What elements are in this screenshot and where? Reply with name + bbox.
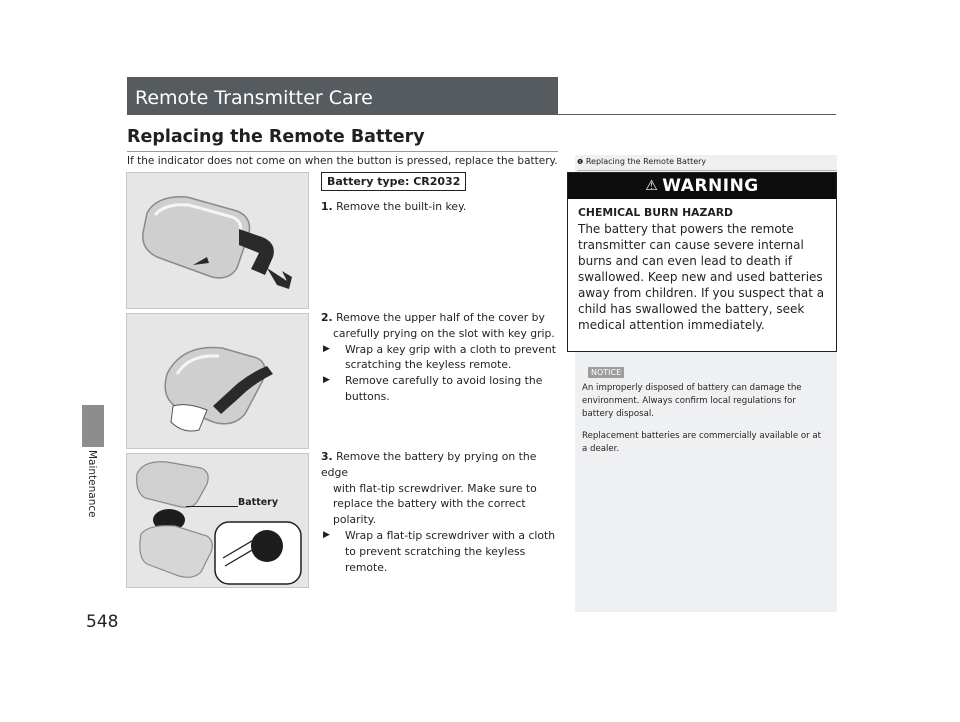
notice-text: An improperly disposed of battery can damage the environment. Always confirm local regulations for battery disposal. Replacement batteries are commercially available or at a dealer. [582, 383, 822, 455]
battery-callout-label: Battery [238, 497, 279, 508]
illustration-remove-battery [126, 453, 309, 588]
illustration-remove-key [126, 172, 309, 309]
step-3: 3. Remove the battery by prying on the edge with flat-tip screwdriver. Make sure to replace the battery with the correct polarity. ▶ Wrap a flat-tip screwdriver with a cloth to prevent scratching the keyless remote. [321, 450, 556, 574]
warning-banner: ⚠ WARNING [568, 173, 836, 199]
step-1: 1. Remove the built-in key. [321, 200, 467, 213]
battery-type-box: Battery type: CR2032 [321, 172, 466, 191]
heading-rule [127, 151, 558, 152]
panel-reference-heading: ❶ Replacing the Remote Battery [577, 157, 707, 166]
section-heading: Replacing the Remote Battery [127, 127, 425, 147]
panel-heading-rule [577, 170, 837, 171]
battery-callout-line [186, 506, 238, 507]
header-rule [558, 114, 836, 115]
page-number: 548 [86, 612, 119, 632]
illustration-open-cover [126, 313, 309, 449]
warning-icon: ⚠ [645, 178, 659, 194]
step-2: 2. Remove the upper half of the cover by carefully prying on the slot with key grip. ▶ Wrap a key grip with a cloth to prevent scratching the keyless remote. ▶ Remove carefully to avoid losing the buttons. [321, 311, 557, 403]
section-tab [82, 405, 104, 447]
section-label: Maintenance [86, 450, 98, 518]
ref-icon: ❶ [577, 158, 584, 166]
notice-badge: NOTICE [588, 367, 624, 378]
intro-text: If the indicator does not come on when the button is pressed, replace the battery. [127, 155, 558, 167]
warning-text: CHEMICAL BURN HAZARD The battery that powers the remote transmitter can cause severe internal burns and can even lead to death if swallowed. Keep new and used batteries away from children. If you suspect that a child has swallowed the battery, seek medical attention immediately. [578, 206, 825, 332]
chapter-title: Remote Transmitter Care [135, 87, 373, 109]
